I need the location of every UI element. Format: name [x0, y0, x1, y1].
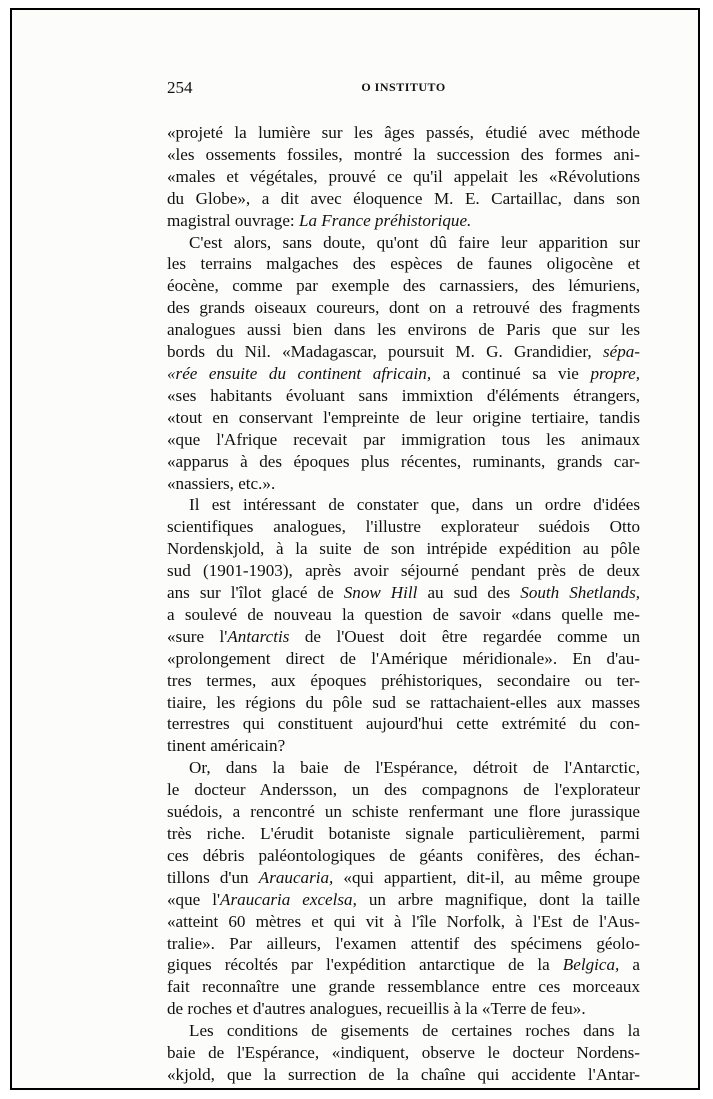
line-text: «qui appartient, dit-il, au même groupe — [333, 867, 640, 887]
text-line — [167, 253, 640, 275]
text-line — [167, 626, 640, 648]
line-text: Les conditions de gisements de certaines roches dans la — [189, 1021, 640, 1041]
text-line — [167, 451, 640, 473]
text-line — [167, 1020, 640, 1042]
text-line — [167, 648, 640, 670]
text-line — [167, 582, 640, 604]
line-text: tres termes, aux époques préhistoriques, secondaire ou ter- — [167, 670, 640, 690]
text-line — [167, 297, 640, 319]
text-line — [167, 516, 640, 538]
line-text: tiaire, les régions du pôle sud se rattachaient-elles aux masses — [167, 692, 640, 712]
line-text: «ses habitants évoluant sans immixtion d'éléments étrangers, — [167, 385, 640, 405]
line-text: Or, dans la baie de l'Espérance, détroit de l'Antarctic, — [189, 758, 640, 778]
text-line — [167, 933, 640, 955]
italic-text: Belgica, — [562, 955, 620, 975]
line-text: «prolongement direct de l'Amérique méridionale». En d'au- — [167, 648, 640, 668]
text-line — [167, 1064, 640, 1086]
text-line — [167, 473, 640, 495]
line-text: du Globe», a dit avec éloquence M. E. Cartaillac, dans son — [167, 188, 640, 208]
line-text: «que l'Afrique recevait par immigration tous les animaux — [167, 429, 640, 449]
text-line — [167, 210, 640, 232]
text-line — [167, 911, 640, 933]
line-text: ces débris paléontologiques de géants conifères, des échan- — [167, 845, 640, 865]
line-text: «nassiers, etc.». — [167, 473, 276, 493]
text-line — [167, 867, 640, 889]
line-text: «males et végétales, prouvé ce qu'il appelait les «Révolutions — [167, 166, 640, 186]
line-text: de l'Ouest doit être regardée comme un — [289, 626, 640, 646]
text-line — [167, 166, 640, 188]
line-text: bords du Nil. «Madagascar, poursuit M. G. Grandidier, — [167, 342, 603, 362]
italic-text: South Shetlands, — [520, 583, 640, 603]
line-text: ans sur l'îlot glacé de — [167, 583, 344, 603]
line-text: a continué sa vie — [431, 363, 591, 383]
line-text: suédois, a rencontré un schiste renfermant une flore jurassique — [167, 802, 640, 822]
text-line — [167, 538, 640, 560]
text-line — [167, 363, 640, 385]
text-line — [167, 823, 640, 845]
text-line — [167, 319, 640, 341]
line-text: un arbre magnifique, dont la taille — [356, 889, 640, 909]
line-text: tillons d'un — [167, 867, 259, 887]
text-line — [167, 188, 640, 210]
running-title: O INSTITUTO — [361, 80, 446, 94]
line-text: très riche. L'érudit botaniste signale particulièrement, parmi — [167, 824, 640, 843]
text-line — [167, 998, 640, 1020]
line-text: magistral ouvrage: — [167, 210, 299, 230]
text-line — [167, 407, 640, 429]
text-line — [167, 604, 640, 626]
text-line — [167, 1042, 640, 1064]
page-header — [167, 78, 640, 100]
line-text: de roches et d'autres analogues, recueillis à la «Terre de feu». — [167, 999, 586, 1019]
line-text: Nordenskjold, à la suite de son intrépide expédition au pôle — [167, 539, 640, 559]
line-text: fait reconnaître une grande ressemblance entre ces morceaux — [167, 977, 640, 997]
line-text: «que l' — [167, 889, 221, 909]
line-text: terrestres qui constituent aujourd'hui cette extrémité du con- — [167, 714, 640, 734]
line-text: «tout en conservant l'empreinte de leur origine tertiaire, tandis — [167, 407, 640, 427]
italic-text: Antarctis — [227, 626, 290, 646]
italic-text: Araucaria excelsa, — [220, 889, 357, 909]
line-text: giques récoltés par l'expédition antarctique de la — [167, 955, 563, 975]
text-line — [167, 889, 640, 911]
text-line — [167, 692, 640, 714]
text-line — [167, 845, 640, 867]
text-line — [167, 232, 640, 254]
text-line — [167, 560, 640, 582]
text-line — [167, 275, 640, 297]
text-line — [167, 757, 640, 779]
italic-text: propre, — [590, 363, 640, 383]
line-text: éocène, comme par exemple des carnassiers, des lémuriens, — [167, 276, 640, 296]
text-line — [167, 713, 640, 735]
line-text: sud (1901-1903), après avoir séjourné pendant près de deux — [167, 561, 640, 581]
text-line — [167, 735, 640, 757]
line-text: le docteur Andersson, un des compagnons de l'explorateur — [167, 780, 640, 800]
line-text: scientifiques analogues, l'illustre explorateur suédois Otto — [167, 517, 640, 537]
line-text: Il est intéressant de constater que, dans un ordre d'idées — [189, 495, 640, 515]
line-text: des grands oiseaux coureurs, dont on a retrouvé des fragments — [167, 298, 640, 318]
line-text: analogues aussi bien dans les environs de Paris que sur les — [167, 320, 640, 340]
line-text: «atteint 60 mètres et qui vit à l'île Norfolk, à l'Est de l'Aus- — [167, 911, 640, 931]
line-text: a soulevé de nouveau la question de savoir «dans quelle me- — [167, 604, 640, 624]
text-line — [167, 779, 640, 801]
text-line — [167, 144, 640, 166]
line-text: les terrains malgaches des espèces de faunes oligocène et — [167, 254, 640, 274]
line-text: «projeté la lumière sur les âges passés, étudié avec méthode — [167, 123, 640, 142]
line-text: a — [619, 955, 640, 975]
italic-text: La France préhistorique. — [298, 210, 472, 230]
text-line — [167, 670, 640, 692]
line-text: «apparus à des époques plus récentes, ruminants, grands car- — [167, 451, 640, 471]
line-text: tinent américain? — [167, 736, 286, 756]
italic-text: Araucaria, — [258, 867, 334, 887]
text-line — [167, 494, 640, 516]
italic-text: Snow Hill — [343, 583, 418, 603]
line-text: C'est alors, sans doute, qu'ont dû faire leur apparition sur — [189, 232, 640, 252]
line-text: «sure l' — [167, 626, 228, 646]
line-text: «kjold, que la surrection de la chaîne qui accidente l'Antar- — [167, 1064, 640, 1084]
page-number: 254 — [167, 78, 193, 97]
italic-text: «rée ensuite du continent africain, — [167, 363, 432, 383]
text-line — [167, 976, 640, 998]
italic-text: sépa- — [602, 342, 640, 362]
body-text — [167, 122, 640, 1086]
line-text: «les ossements fossiles, montré la succession des formes ani- — [167, 144, 640, 164]
text-line — [167, 341, 640, 363]
line-text: baie de l'Espérance, «indiquent, observe le docteur Nordens- — [167, 1043, 640, 1063]
text-line — [167, 954, 640, 976]
line-text: au sud des — [417, 583, 521, 603]
text-line — [167, 801, 640, 823]
text-line — [167, 429, 640, 451]
text-line — [167, 385, 640, 407]
line-text: tralie». Par ailleurs, l'examen attentif des spécimens géolo- — [167, 933, 640, 953]
text-line — [167, 122, 640, 144]
